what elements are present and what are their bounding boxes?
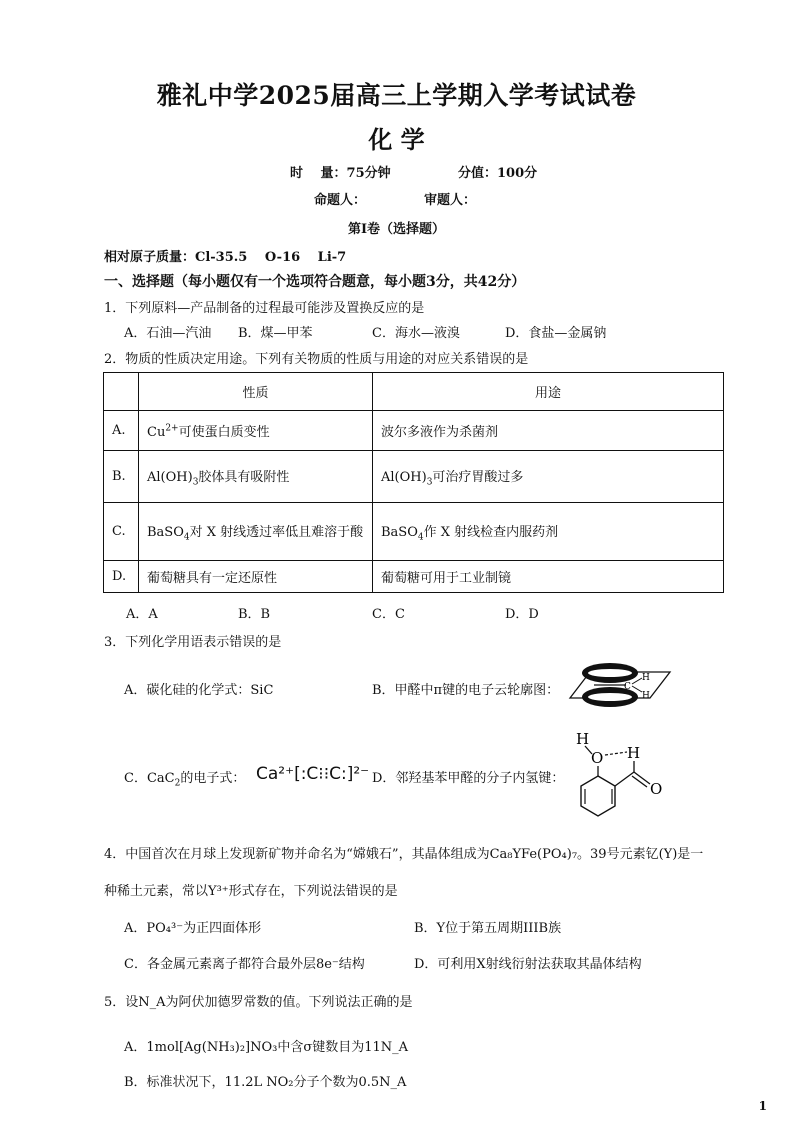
q1-option-a: A．石油—汽油 bbox=[124, 326, 212, 341]
row-key: A. bbox=[104, 411, 139, 451]
q3-option-d: D．邻羟基苯甲醛的分子内氢键： bbox=[372, 771, 565, 786]
row-property: BaSO$_4$对 X 射线透过率低且难溶于酸 bbox=[139, 503, 373, 561]
q5-stem: 5．设N_A为阿伏加德罗常数的值。下列说法正确的是 bbox=[104, 995, 413, 1010]
table-row bbox=[104, 411, 724, 451]
q1-option-b: B．煤—甲苯 bbox=[238, 326, 313, 341]
property-use-table bbox=[103, 372, 724, 593]
struct-o2: O bbox=[650, 780, 663, 798]
hydroxybenzaldehyde-structure bbox=[572, 728, 672, 820]
row-key: B. bbox=[104, 451, 139, 503]
q2-option-a: A．A bbox=[126, 607, 158, 622]
q5-option-a: A．1mol[Ag(NH₃)₂]NO₃中含σ键数目为11N_A bbox=[124, 1040, 409, 1055]
section-heading: 一、选择题（每小题仅有一个选项符合题意，每小题3分，共42分） bbox=[104, 274, 526, 290]
atomic-mass-line: 相对原子质量：Cl-35.5 O-16 Li-7 bbox=[104, 250, 347, 265]
q2-option-d: D．D bbox=[505, 607, 539, 622]
atom-h1-label: H bbox=[642, 673, 650, 683]
q3-option-a: A．碳化硅的化学式：SiC bbox=[124, 683, 274, 698]
q4-option-d: D．可利用X射线衍射法获取其晶体结构 bbox=[414, 957, 642, 972]
table-row bbox=[104, 451, 724, 503]
q2-option-c: C．C bbox=[372, 607, 405, 622]
atom-c-label: C bbox=[624, 682, 631, 692]
q1-option-c: C．海水—液溴 bbox=[372, 326, 460, 341]
q4-stem-line2: 种稀土元素，常以Y³⁺形式存在，下列说法错误的是 bbox=[104, 884, 398, 899]
page-number: 1 bbox=[758, 1099, 767, 1113]
struct-o1: O bbox=[591, 749, 604, 767]
score-label: 分值：100分 bbox=[458, 166, 538, 181]
table-row bbox=[104, 503, 724, 561]
q2-stem: 2．物质的性质决定用途。下列有关物质的性质与用途的对应关系错误的是 bbox=[104, 352, 529, 367]
q5-option-b: B．标准状况下，11.2L NO₂分子个数为0.5N_A bbox=[124, 1075, 407, 1090]
subject-title: 化 学 bbox=[368, 125, 425, 154]
author-label: 命题人： bbox=[314, 193, 367, 208]
struct-h1: H bbox=[576, 730, 590, 748]
q4-stem-line1: 4．中国首次在月球上发现新矿物并命名为“嫦娥石”，其晶体组成为Ca₈YFe(PO₄)₇。39号元素钇(Y)是一 bbox=[104, 847, 704, 862]
row-use: $Al(OH)_3$可治疗胃酸过多 bbox=[373, 451, 724, 503]
q4-option-b: B．Y位于第五周期IIIB族 bbox=[414, 921, 562, 936]
q3-option-b: B．甲醛中π键的电子云轮廓图： bbox=[372, 683, 560, 698]
struct-h2: H bbox=[627, 744, 641, 762]
row-property: 葡萄糖具有一定还原性 bbox=[139, 561, 373, 593]
row-key: C. bbox=[104, 503, 139, 561]
reviewer-label: 审题人： bbox=[424, 193, 477, 208]
row-property: $Al(OH)_3$胶体具有吸附性 bbox=[139, 451, 373, 503]
table-header-row bbox=[104, 373, 724, 411]
q3-option-c: C．CaC$_2$的电子式： bbox=[124, 771, 246, 789]
q1-option-d: D．食盐—金属钠 bbox=[505, 326, 607, 341]
q2-option-b: B．B bbox=[238, 607, 271, 622]
table-row bbox=[104, 561, 724, 593]
row-use: BaSO$_4$作 X 射线检查内服药剂 bbox=[373, 503, 724, 561]
pi-bond-cloud-diagram bbox=[560, 660, 675, 708]
cac2-electron-formula: Ca²⁺[:C⁝⁝C:]²⁻ bbox=[256, 764, 370, 784]
q1-stem: 1．下列原料—产品制备的过程最可能涉及置换反应的是 bbox=[104, 301, 425, 316]
time-label: 时 量：75分钟 bbox=[290, 166, 391, 181]
volume-label: 第I卷（选择题） bbox=[347, 222, 446, 237]
table-header-blank bbox=[104, 373, 139, 411]
exam-title: 雅礼中学2025届高三上学期入学考试试卷 bbox=[156, 81, 637, 110]
q4-option-a: A．PO₄³⁻为正四面体形 bbox=[124, 921, 262, 936]
table-header-property: 性质 bbox=[139, 373, 373, 411]
table-header-use: 用途 bbox=[373, 373, 724, 411]
q3-stem: 3．下列化学用语表示错误的是 bbox=[104, 635, 282, 650]
q4-option-c: C．各金属元素离子都符合最外层8e⁻结构 bbox=[124, 957, 365, 972]
atom-h2-label: H bbox=[642, 691, 650, 701]
row-property: $Cu^{2+}$可使蛋白质变性 bbox=[139, 411, 373, 451]
row-key: D. bbox=[104, 561, 139, 593]
row-use: 葡萄糖可用于工业制镜 bbox=[373, 561, 724, 593]
row-use: 波尔多液作为杀菌剂 bbox=[373, 411, 724, 451]
